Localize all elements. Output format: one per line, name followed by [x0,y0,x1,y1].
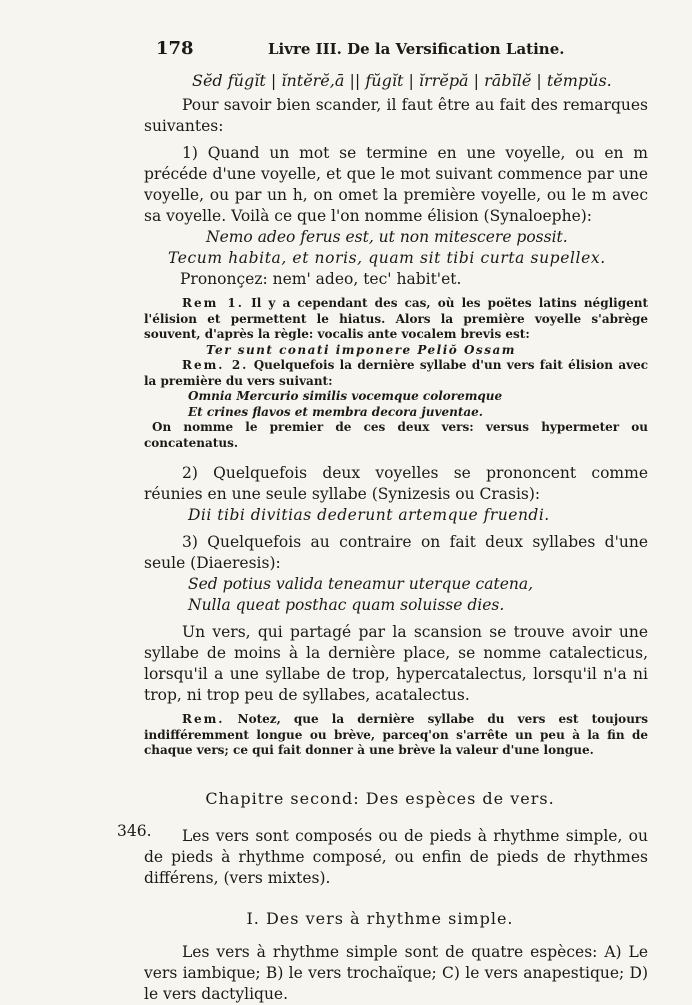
remark-3 [144,712,648,759]
remark-3-label: Rem. [182,712,225,726]
remark-2-note: On nomme le premier de ces deux vers: versus hypermeter ou concatenatus. [144,420,648,450]
scansion-line: Sĕd fŭgĭt | ĭntĕrĕ,ā || fŭgĭt | ĭrrĕpă | rābĭlĕ | tĕmpŭs. [192,71,612,90]
running-title: Livre III. De la Versification Latine. [268,40,565,58]
remark-1-verse: Ter sunt conati imponere Peliŏ Ossam [206,342,516,357]
remark-2 [144,358,648,389]
remark-1 [144,296,648,343]
remark-1-label: Rem 1. [182,296,244,310]
intro-paragraph: Pour savoir bien scander, il faut être au fait des remarques suivantes: [144,96,648,135]
remark-2-verse-1: Omnia Mercurio similis vocemque coloremque [188,389,503,403]
final-paragraph: Les vers à rhythme simple sont de quatre espèces: A) Le vers iambique; B) le vers trochaïque; C) le vers anapestique; D) le vers dactylique. [144,942,648,1003]
remark-2-text: Quelquefois la dernière syllabe d'un vers fait élision avec la première du vers suivant: [144,358,649,388]
rule1-verse-1: Nemo adeo ferus est, ut non mitescere possit. [206,228,568,246]
remark-3-text: Notez, que la dernière syllabe du vers est toujours indifféremment longue ou brève, parceq'on s'arrête un peu à la fin de chaque vers; ce qui fait donner à une brève la valeur d'une longue. [144,712,648,757]
chapter-title: Chapitre second: Des espèces de vers. [205,788,555,808]
section-346-paragraph: Les vers sont composés ou de pieds à rhythme simple, ou de pieds à rhythme composé, ou enfin de pieds de rhythmes différens, (vers mixtes). [144,826,648,887]
section-number: 346. [117,822,152,840]
remark-2-label: Rem. 2. [182,358,249,372]
page-number: 178 [156,38,194,59]
rule-1: 1) Quand un mot se termine en une voyelle, ou en m précéde d'une voyelle, et que le mot suivant commence par une voyelle, ou par un h, on omet la première voyelle, ou le m avec sa voyelle. Voilà ce que l'on nomme élision (Synaloephe): [144,144,648,225]
remark-1-text: Il y a cependant des cas, où les poëtes latins négligent l'élision et permettent le hiatus. Alors la première voyelle s'abrège souvent, d'après la règle: vocalis ante vocalem brevis est: [144,296,648,341]
rule3-verse-2: Nulla queat posthac quam soluisse dies. [188,596,505,614]
catalectic-paragraph: Un vers, qui partagé par la scansion se trouve avoir une syllabe de moins à la dernière place, se nomme catalecticus, lorsqu'il a une syllabe de trop, hypercatalectus, lorsqu'il n'a ni trop, ni trop peu de syllabes, acatalectus. [144,623,648,704]
pronounce-line [180,269,648,290]
pronounce-text: Prononçez: nem' adeo, tec' habit'et. [180,270,462,288]
remark-2-verse-2: Et crines flavos et membra decora juventae. [188,404,483,419]
rule-2: 2) Quelquefois deux voyelles se prononcent comme réunies en une seule syllabe (Synizesis ou Crasis): [144,464,648,503]
page-header [156,38,648,59]
rule-3: 3) Quelquefois au contraire on fait deux syllabes d'une seule (Diaeresis): [144,533,648,572]
rule2-verse: Dii tibi divitias dederunt artemque fruendi. [188,506,550,524]
subsection-title: I. Des vers à rhythme simple. [246,908,514,928]
rule1-verse-2: Tecum habita, et noris, quam sit tibi curta supellex. [168,249,606,267]
rule3-verse-1: Sed potius valida teneamur uterque catena, [188,575,534,593]
